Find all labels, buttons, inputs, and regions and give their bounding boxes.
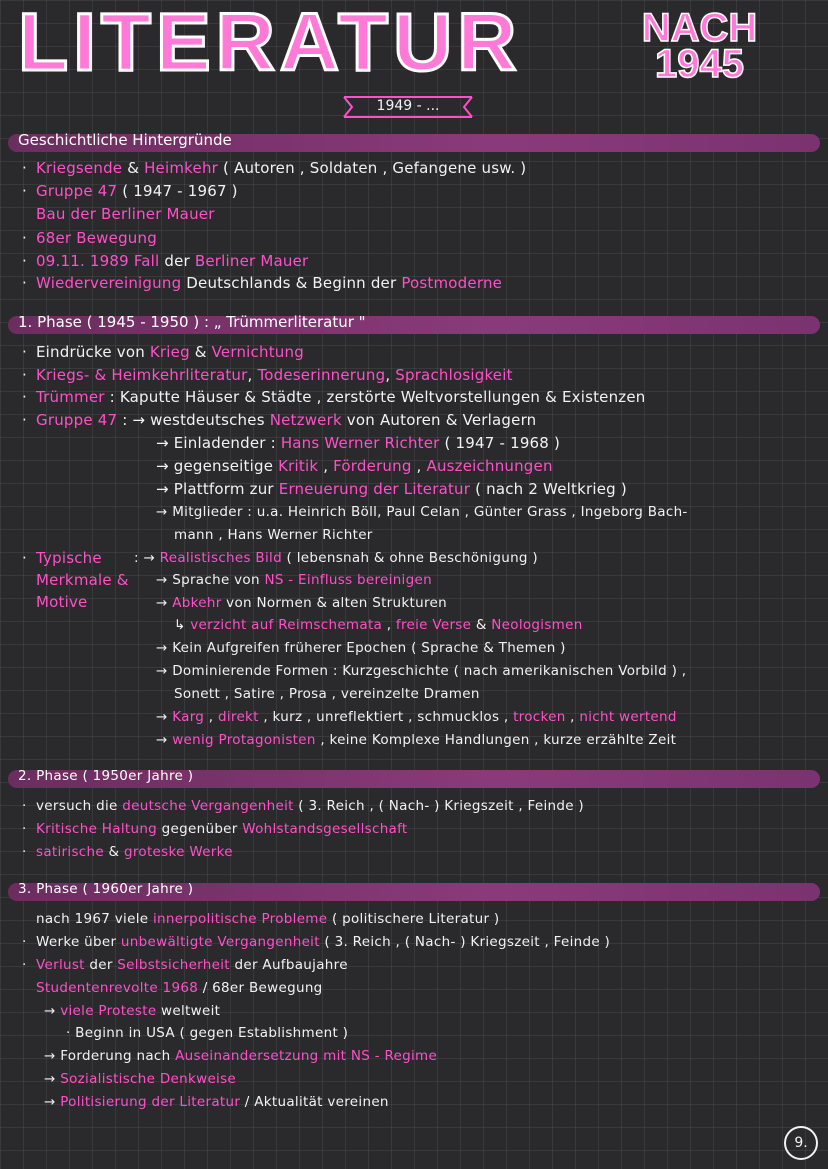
phase1-line-8: → Mitglieder : u.a. Heinrich Böll, Paul Celan , Günter Grass , Ingeborg Bach- <box>156 504 688 520</box>
history-item-5: · 09.11. 1989 Fall der Berliner Mauer <box>22 252 309 270</box>
phase3-line-7: → Forderung nach Auseinandersetzung mit NS - Regime <box>44 1048 438 1064</box>
phase1-motives-label-3: Motive <box>36 593 88 611</box>
phase2-line-2: · Kritische Haltung gegenüber Wohlstandsgesellschaft <box>22 821 408 837</box>
page-number: 9. <box>784 1126 818 1160</box>
phase3-line-8: → Sozialistische Denkweise <box>44 1071 237 1087</box>
phase3-line-3: · Verlust der Selbstsicherheit der Aufbaujahre <box>22 957 348 973</box>
phase1-line-4: · Gruppe 47 : → westdeutsches Netzwerk von Autoren & Verlagern <box>22 411 537 429</box>
phase3-line-2: · Werke über unbewältigte Vergangenheit ( 3. Reich , ( Nach- ) Kriegszeit , Feinde ) <box>22 934 611 950</box>
phase1-trait-1: : → Realistisches Bild ( lebensnah & ohne Beschönigung ) <box>134 550 538 566</box>
section-title-phase-1: 1. Phase ( 1945 - 1950 ) : „ Trümmerliteratur " <box>18 313 366 331</box>
history-item-6: · Wiedervereinigung Deutschlands & Beginn der Postmoderne <box>22 274 503 292</box>
date-range-text: 1949 - ... <box>376 98 440 114</box>
history-item-2: · Gruppe 47 ( 1947 - 1967 ) <box>22 182 238 200</box>
history-item-1: · Kriegsende & Heimkehr ( Autoren , Soldaten , Gefangene usw. ) <box>22 159 527 177</box>
phase1-trait-2: → Sprache von NS - Einfluss bereinigen <box>156 572 432 588</box>
subtitle-line-1: NACH <box>641 6 758 50</box>
phase2-line-3: · satirische & groteske Werke <box>22 844 233 860</box>
phase1-line-9: mann , Hans Werner Richter <box>174 527 373 543</box>
phase1-line-6: → gegenseitige Kritik , Förderung , Auszeichnungen <box>156 457 553 475</box>
section-title-history: Geschichtliche Hintergründe <box>18 131 232 149</box>
phase3-line-9: → Politisierung der Literatur / Aktualität vereinen <box>44 1094 389 1110</box>
phase3-line-6: · Beginn in USA ( gegen Establishment ) <box>66 1025 349 1041</box>
phase1-motives-label-1: · Typische <box>22 549 102 567</box>
subtitle-line-2: 1945 <box>655 42 744 86</box>
phase1-trait-8: → Karg , direkt , kurz , unreflektiert , schmucklos , trocken , nicht wertend <box>156 709 677 725</box>
phase3-line-1: nach 1967 viele innerpolitische Probleme ( politischere Literatur ) <box>36 911 500 927</box>
phase3-line-5: → viele Proteste weltweit <box>44 1003 221 1019</box>
phase1-trait-4: ↳ verzicht auf Reimschemata , freie Verse & Neologismen <box>174 617 583 633</box>
section-title-phase-3: 3. Phase ( 1960er Jahre ) <box>18 881 194 897</box>
history-item-4: · 68er Bewegung <box>22 229 157 247</box>
history-item-3: Bau der Berliner Mauer <box>36 205 215 223</box>
page-title: LITERATUR <box>18 0 522 88</box>
phase1-line-3: · Trümmer : Kaputte Häuser & Städte , zerstörte Weltvorstellungen & Existenzen <box>22 388 646 406</box>
phase1-line-7: → Plattform zur Erneuerung der Literatur ( nach 2 Weltkrieg ) <box>156 480 627 498</box>
phase2-line-1: · versuch die deutsche Vergangenheit ( 3. Reich , ( Nach- ) Kriegszeit , Feinde ) <box>22 798 584 814</box>
date-range-banner <box>342 96 474 118</box>
phase1-trait-5: → Kein Aufgreifen früherer Epochen ( Sprache & Themen ) <box>156 640 566 656</box>
phase1-trait-7: Sonett , Satire , Prosa , vereinzelte Dramen <box>174 686 480 702</box>
section-title-phase-2: 2. Phase ( 1950er Jahre ) <box>18 768 194 784</box>
phase1-trait-9: → wenig Protagonisten , keine Komplexe Handlungen , kurze erzählte Zeit <box>156 732 677 748</box>
phase1-line-5: → Einladender : Hans Werner Richter ( 1947 - 1968 ) <box>156 434 561 452</box>
phase1-line-1: · Eindrücke von Krieg & Vernichtung <box>22 343 304 361</box>
phase1-motives-label-2: Merkmale & <box>36 571 129 589</box>
phase1-trait-6: → Dominierende Formen : Kurzgeschichte ( nach amerikanischen Vorbild ) , <box>156 663 687 679</box>
phase1-trait-3: → Abkehr von Normen & alten Strukturen <box>156 595 447 611</box>
page-subtitle <box>632 6 767 86</box>
phase3-line-4: Studentenrevolte 1968 / 68er Bewegung <box>36 980 323 996</box>
phase1-line-2: · Kriegs- & Heimkehrliteratur, Todeserinnerung, Sprachlosigkeit <box>22 366 513 384</box>
